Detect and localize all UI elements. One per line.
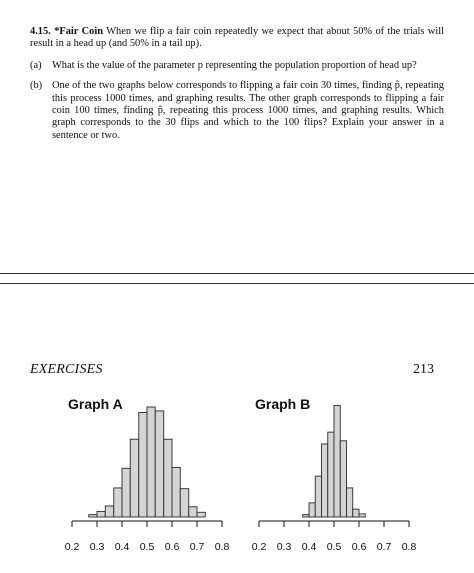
histogram-bar-a-10 [172, 468, 180, 518]
graph-b [252, 405, 417, 553]
histogram-bar-b-6 [340, 441, 346, 517]
part-b-text: One of the two graphs below corresponds to flipping a fair coin 30 times, finding p̂, repeating this process 1000 times, and graphing results. The other graph corresponds to flipping a fair coin 100 times, finding p̂, repeating this process 1000 times, and graphing results. Which graph corresponds to the 30 flips and which to the 100 flips? Explain your answer in a sentence or two. [52, 80, 444, 141]
x-tick-label-a-1: 0.3 [89, 541, 105, 553]
x-tick-label-b-3: 0.5 [326, 541, 342, 553]
histogram-bar-b-5 [334, 405, 340, 517]
x-tick-label-b-0: 0.2 [251, 541, 267, 553]
x-tick-label-a-0: 0.2 [64, 541, 80, 553]
part-a-text: What is the value of the parameter p representing the population proportion of head up? [52, 59, 417, 71]
histogram-bar-a-1 [97, 512, 105, 518]
page-number: 213 [413, 362, 434, 377]
x-tick-label-a-5: 0.7 [189, 541, 205, 553]
histogram-bar-a-4 [122, 468, 130, 517]
histogram-bar-a-2 [105, 506, 114, 517]
histogram-bar-b-8 [353, 509, 359, 517]
histogram-bar-a-0 [89, 515, 97, 517]
histogram-bar-a-3 [114, 488, 122, 517]
x-tick-label-a-4: 0.6 [164, 541, 180, 553]
x-tick-label-a-6: 0.8 [214, 541, 230, 553]
histogram-bar-b-0 [303, 515, 309, 517]
problem-title: *Fair Coin [54, 26, 103, 37]
histogram-bar-b-4 [328, 432, 334, 517]
histogram-bar-a-12 [189, 507, 197, 517]
histogram-bar-a-6 [139, 413, 147, 518]
graph-b-title: Graph B [255, 396, 311, 412]
histogram-bar-a-9 [164, 439, 172, 517]
problem-number: 4.15. [30, 26, 51, 37]
x-tick-label-a-2: 0.4 [114, 541, 130, 553]
graph-a [65, 407, 230, 553]
histogram-bar-b-1 [309, 503, 315, 517]
part-b-label: (b) [30, 80, 43, 92]
graph-a-title: Graph A [68, 396, 123, 412]
histogram-bar-a-8 [155, 411, 164, 517]
histogram-bar-b-2 [315, 476, 321, 517]
x-tick-label-b-2: 0.4 [301, 541, 317, 553]
section-header: EXERCISES [30, 362, 103, 377]
histogram-bar-a-13 [197, 512, 205, 517]
histogram-bar-b-7 [347, 488, 353, 517]
histogram-bar-b-3 [322, 444, 328, 517]
x-tick-label-b-5: 0.7 [376, 541, 392, 553]
histogram-bar-a-11 [180, 489, 189, 517]
problem-text: When we flip a fair coin repeatedly we expect that about 50% of the trials will result in a head up (and 50% in a tail up). [30, 26, 444, 50]
part-a-label: (a) [30, 59, 42, 71]
x-tick-label-b-1: 0.3 [276, 541, 292, 553]
x-tick-label-a-3: 0.5 [139, 541, 155, 553]
x-tick-label-b-4: 0.6 [351, 541, 367, 553]
histogram-bar-a-5 [130, 439, 139, 517]
histogram-bar-a-7 [147, 407, 155, 517]
histogram-bar-b-9 [359, 514, 365, 517]
x-tick-label-b-6: 0.8 [401, 541, 417, 553]
